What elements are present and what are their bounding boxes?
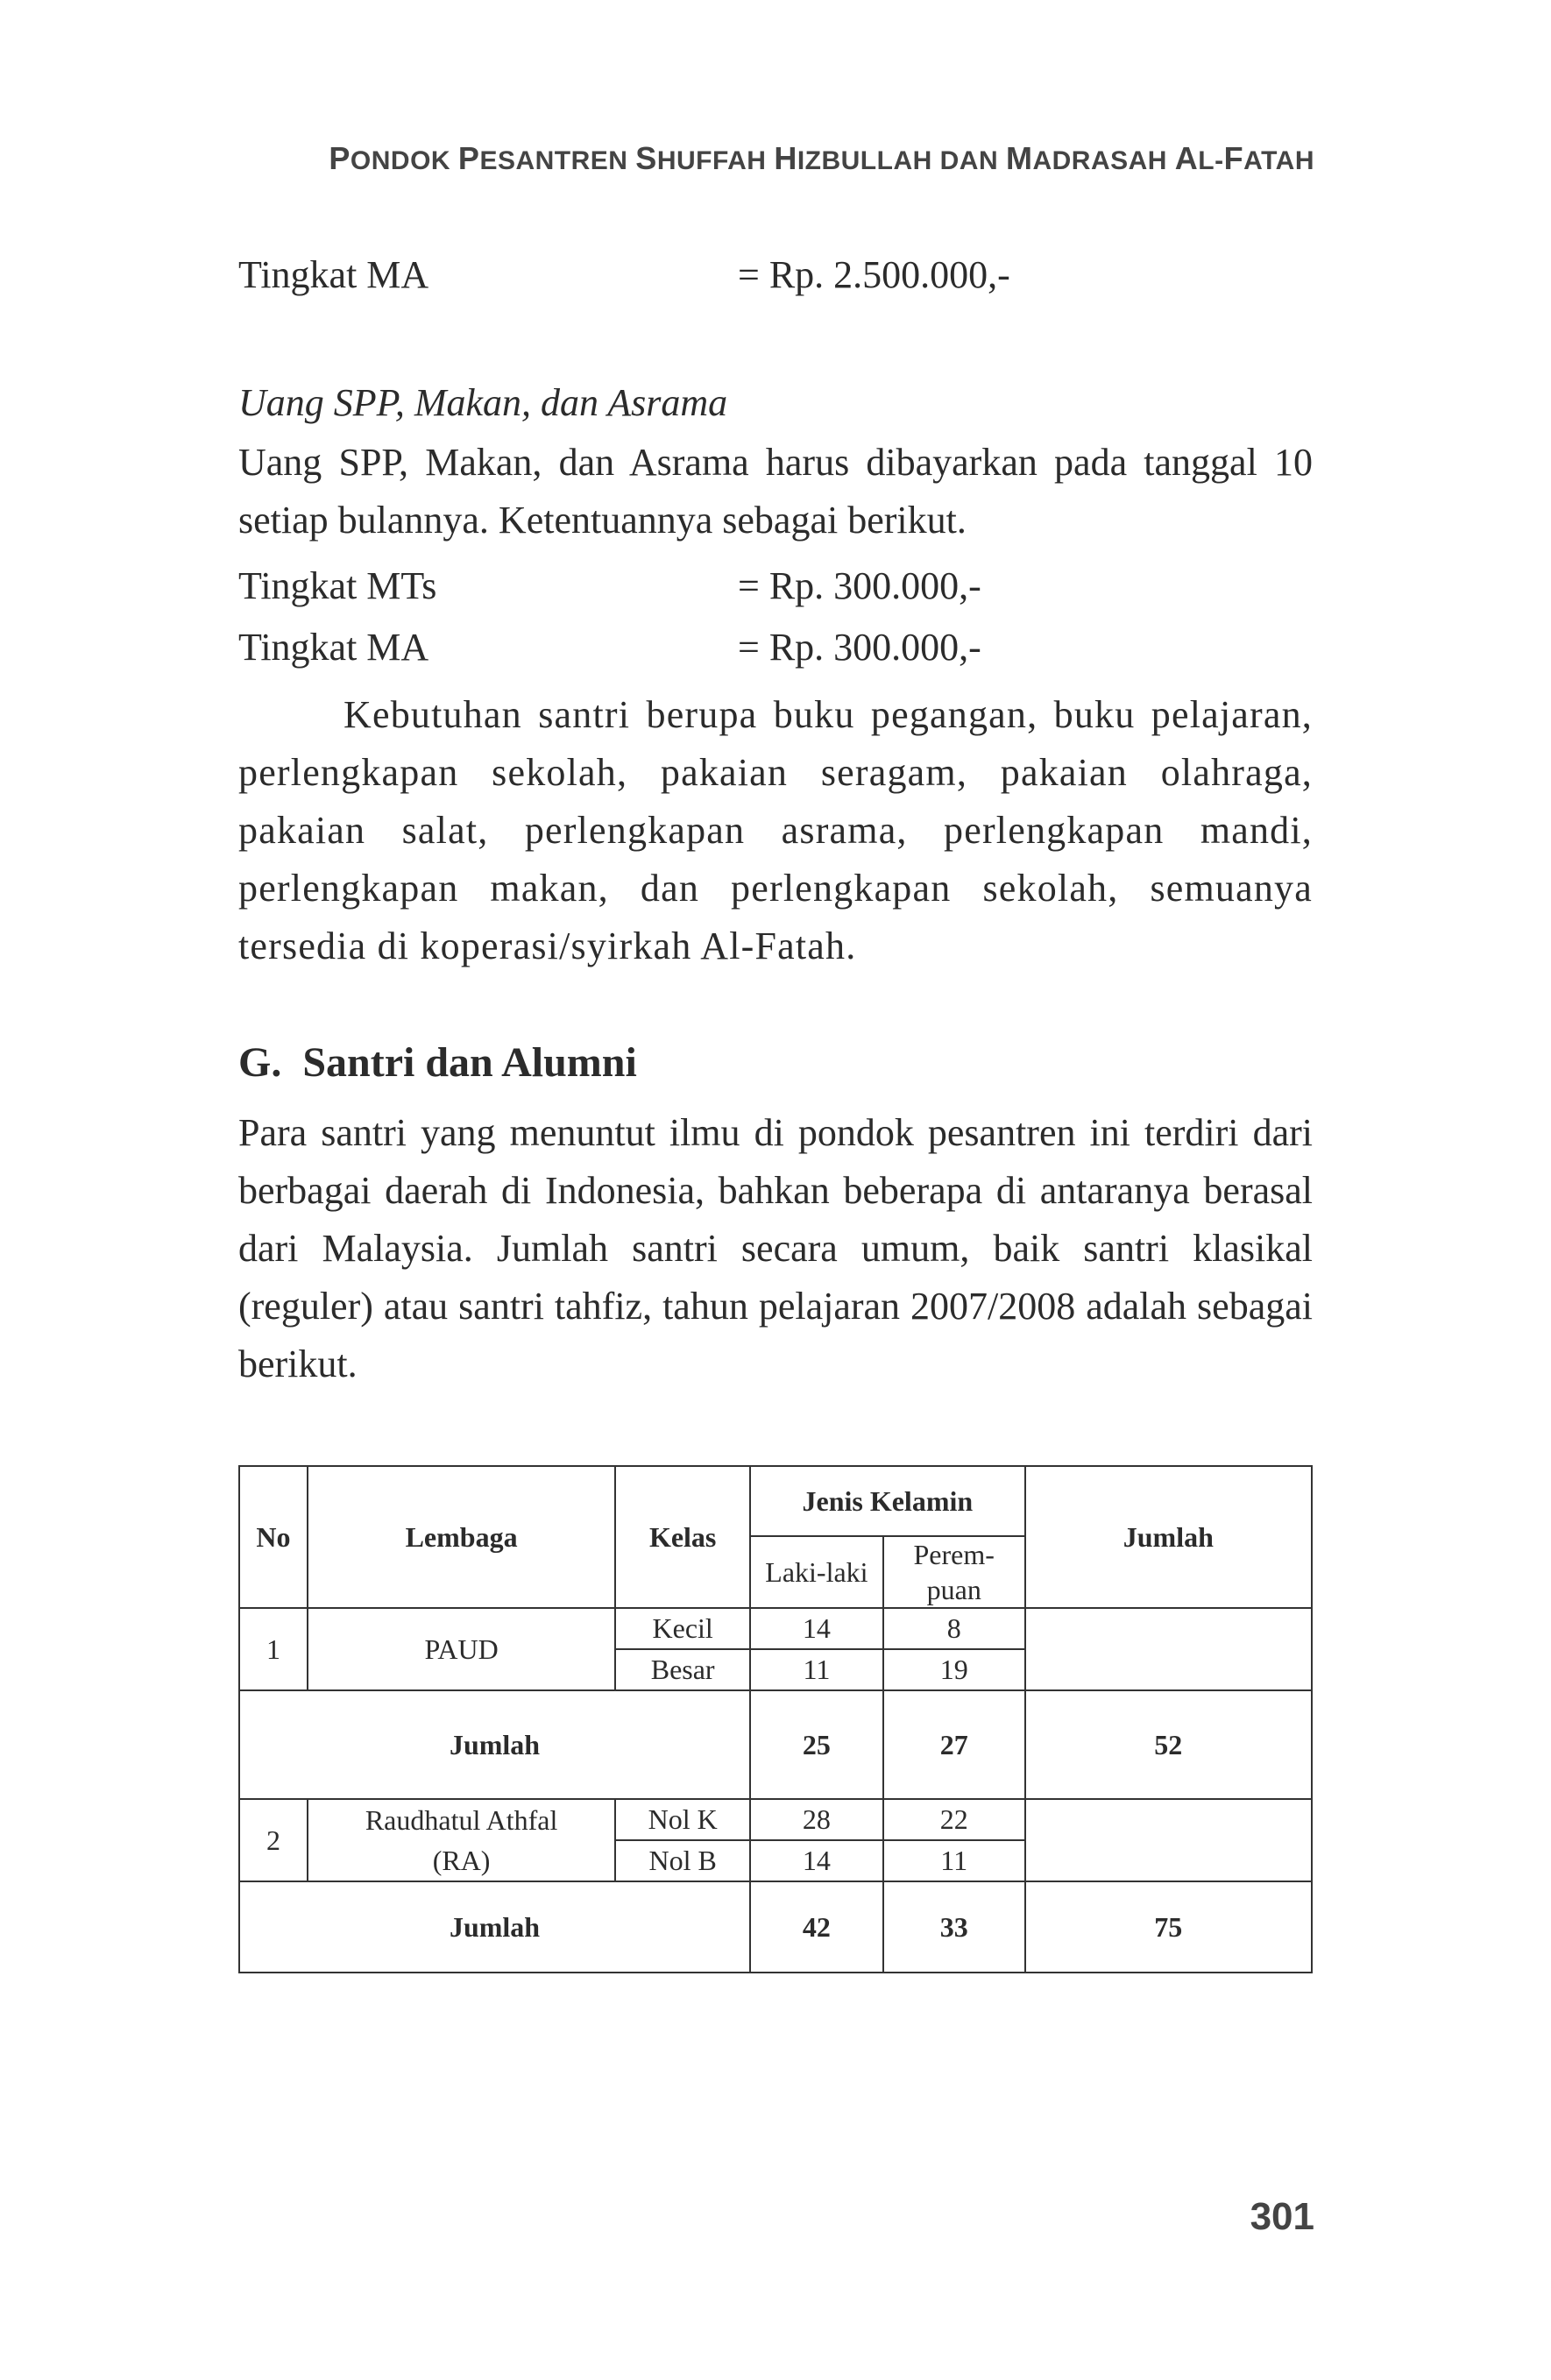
spp-paragraph: Uang SPP, Makan, dan Asrama harus dibayarkan pada tanggal 10 setiap bulannya. Ketentuannya sebagai berikut. (238, 441, 1313, 542)
fee-label: Tingkat MTs (238, 564, 437, 607)
cell-total-label: Jumlah (239, 1881, 750, 1973)
header-no: No (239, 1466, 308, 1608)
cell-total-laki: 25 (750, 1690, 883, 1799)
running-head-cap: M (1005, 140, 1033, 176)
cell-perempuan: 11 (883, 1840, 1025, 1881)
table-header-row (239, 1466, 1312, 1536)
running-head-smallcaps: L- (1198, 146, 1224, 175)
cell-total-jumlah: 75 (1025, 1881, 1312, 1973)
running-head-smallcaps: HUFFAH (656, 146, 775, 175)
fee-value: = Rp. 300.000,- (738, 626, 981, 669)
running-head-cap: P (457, 140, 480, 176)
running-head-cap: F (1223, 140, 1244, 176)
table-total-row (239, 1881, 1312, 1973)
spp-subheading: Uang SPP, Makan, dan Asrama (238, 381, 728, 424)
header-jumlah: Jumlah (1025, 1466, 1312, 1608)
table-total-row (239, 1690, 1312, 1799)
cell-total-laki: 42 (750, 1881, 883, 1973)
cell-laki: 14 (750, 1840, 883, 1881)
header-lembaga: Lembaga (308, 1466, 615, 1608)
running-head-cap: H (774, 140, 797, 176)
running-head-smallcaps: IZBULLAH DAN (797, 146, 1006, 175)
section-heading: G. Santri dan Alumni (238, 1039, 637, 1086)
cell-laki: 28 (750, 1799, 883, 1840)
cell-total-perempuan: 33 (883, 1881, 1025, 1973)
cell-kelas: Kecil (615, 1608, 750, 1649)
cell-laki: 14 (750, 1608, 883, 1649)
cell-total-label: Jumlah (239, 1690, 750, 1799)
cell-jumlah-empty (1025, 1799, 1312, 1881)
cell-kelas: Nol K (615, 1799, 750, 1840)
cell-total-perempuan: 27 (883, 1690, 1025, 1799)
cell-lembaga-line-2: (RA) (432, 1845, 491, 1876)
fee-label: Tingkat MA (238, 253, 429, 296)
needs-paragraph: Kebutuhan santri berupa buku pegangan, buku pelajaran, perlengkapan sekolah, pakaian seragam, pakaian olahraga, pakaian salat, perlengkapan asrama, perlengkapan mandi, perlengkapan makan, dan perlengkapan sekolah, semuanya tersedia di koperasi/syirkah Al-Fatah. (238, 693, 1313, 967)
running-head-smallcaps: ONDOK (350, 146, 458, 175)
cell-jumlah-empty (1025, 1608, 1312, 1690)
page-number: 301 (1250, 2195, 1314, 2238)
cell-laki: 11 (750, 1649, 883, 1690)
header-jenis-kelamin: Jenis Kelamin (750, 1466, 1025, 1536)
table-row (239, 1608, 1312, 1649)
cell-perempuan: 8 (883, 1608, 1025, 1649)
running-head-cap: S (635, 140, 657, 176)
header-laki-laki: Laki-laki (750, 1536, 883, 1608)
cell-perempuan: 19 (883, 1649, 1025, 1690)
running-head-cap: A (1174, 140, 1199, 176)
running-head-smallcaps: ESANTREN (479, 146, 636, 175)
fee-line-ma (238, 625, 981, 670)
section-paragraph: Para santri yang menuntut ilmu di pondok pesantren ini terdiri dari berbagai daerah di Indonesia, bahkan beberapa di antaranya berasal dari Malaysia. Jumlah santri secara umum, baik santri klasikal (reguler) atau santri tahfiz, tahun pelajaran 2007/2008 adalah sebagai berikut. (238, 1111, 1313, 1385)
cell-perempuan: 22 (883, 1799, 1025, 1840)
header-perempuan-line-1: Perem- (913, 1539, 995, 1570)
cell-lembaga-line-1: Raudhatul Athfal (365, 1804, 558, 1836)
fee-value: = Rp. 300.000,- (738, 564, 981, 607)
cell-lembaga (308, 1799, 615, 1881)
cell-lembaga: PAUD (308, 1608, 615, 1690)
fee-line-mts (238, 563, 981, 609)
header-perempuan (883, 1536, 1025, 1608)
running-head (329, 140, 1314, 177)
cell-total-jumlah: 52 (1025, 1690, 1312, 1799)
cell-kelas: Nol B (615, 1840, 750, 1881)
cell-no: 1 (239, 1608, 308, 1690)
santri-table (238, 1465, 1313, 1973)
running-head-smallcaps: ADRASAH (1032, 146, 1175, 175)
fee-label: Tingkat MA (238, 626, 429, 669)
running-head-smallcaps: ATAH (1243, 146, 1314, 175)
fee-line-ma-registration (238, 252, 1010, 298)
cell-kelas: Besar (615, 1649, 750, 1690)
header-perempuan-line-2: puan (926, 1574, 981, 1605)
cell-no: 2 (239, 1799, 308, 1881)
header-kelas: Kelas (615, 1466, 750, 1608)
fee-value: = Rp. 2.500.000,- (738, 253, 1010, 296)
running-head-cap: P (329, 140, 351, 176)
table-row (239, 1799, 1312, 1840)
